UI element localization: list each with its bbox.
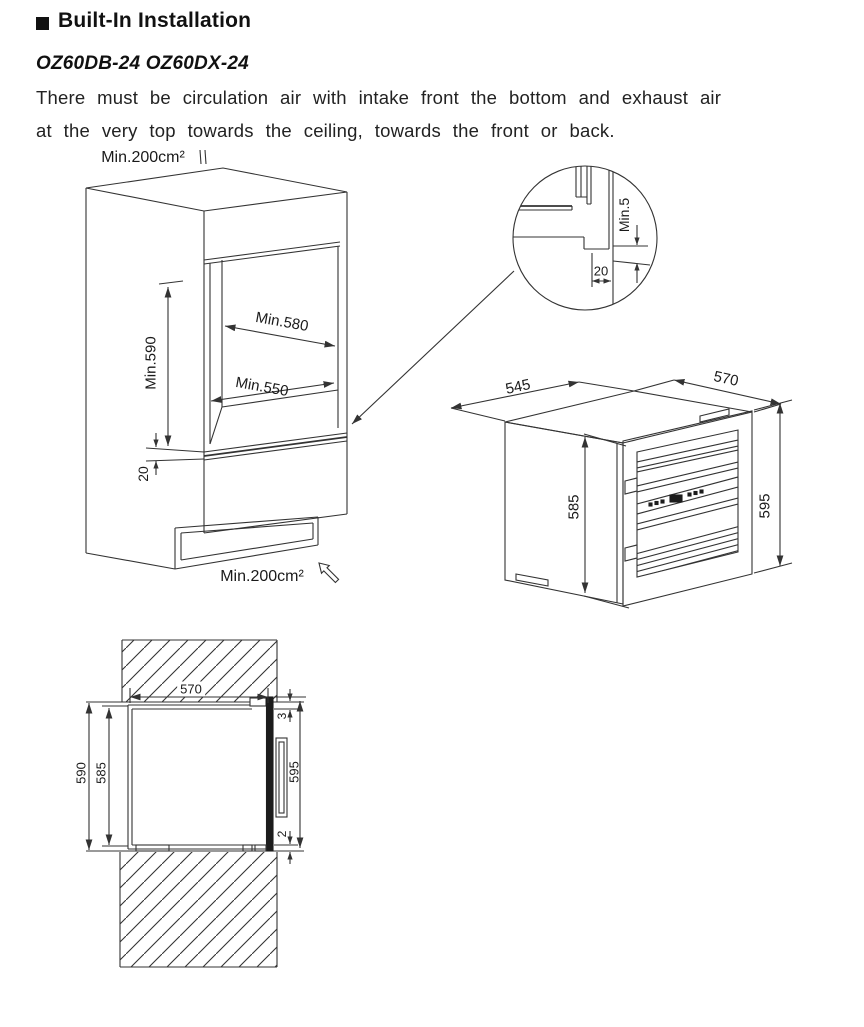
- body-line-2: at the very top towards the ceiling, towards the front or back.: [36, 120, 615, 141]
- airflow-arrow-cursor: [319, 563, 339, 583]
- appliance-width-label: 570: [711, 368, 741, 390]
- bottom-vent-slot: [175, 517, 318, 569]
- section-niche-width-label: 570: [177, 682, 205, 697]
- cabinet-niche-width-label: Min.550: [234, 373, 290, 401]
- appliance-section: [128, 697, 287, 851]
- cabinet-niche-height-label: Min.590: [142, 336, 160, 390]
- detail-top-gap-label: Min.5: [616, 197, 632, 233]
- model-numbers: OZ60DB-24 OZ60DX-24: [36, 53, 249, 74]
- appliance-body-height-label: 585: [565, 494, 583, 520]
- detail-leader-arrow: [352, 271, 514, 424]
- section-door-height-label: 595: [286, 761, 302, 783]
- section-niche-height-label: 590: [73, 762, 89, 784]
- cabinet-isometric-drawing: [86, 150, 347, 583]
- handle-section: [276, 738, 287, 817]
- body-line-1: There must be circulation air with intake front the bottom and exhaust air: [36, 87, 722, 108]
- wine-racks: [637, 440, 738, 530]
- bottom-grille: [628, 524, 748, 586]
- cabinet-top-vent-label: Min.200cm²: [101, 149, 185, 166]
- page-title: Built-In Installation: [58, 9, 252, 32]
- detail-overhang-label: 20: [593, 263, 609, 279]
- door-section: [267, 697, 274, 851]
- section-body-height-label: 585: [93, 762, 109, 784]
- appliance-depth-label: 545: [503, 376, 533, 398]
- cabinet-bottom-vent-label: Min.200cm²: [220, 568, 304, 585]
- niche-opening: [204, 242, 347, 460]
- appliance-isometric-drawing: [451, 380, 792, 608]
- door-handle: [625, 478, 637, 494]
- section-top-gap-label: 3: [275, 712, 289, 720]
- cabinet-niche-depth-label: Min.580: [254, 308, 310, 336]
- appliance-door-height-label: 595: [756, 493, 774, 519]
- cabinet-shelf-gap-label: 20: [135, 466, 151, 482]
- top-vent-mark: [200, 150, 206, 164]
- section-bottom-gap-label: 2: [275, 830, 289, 838]
